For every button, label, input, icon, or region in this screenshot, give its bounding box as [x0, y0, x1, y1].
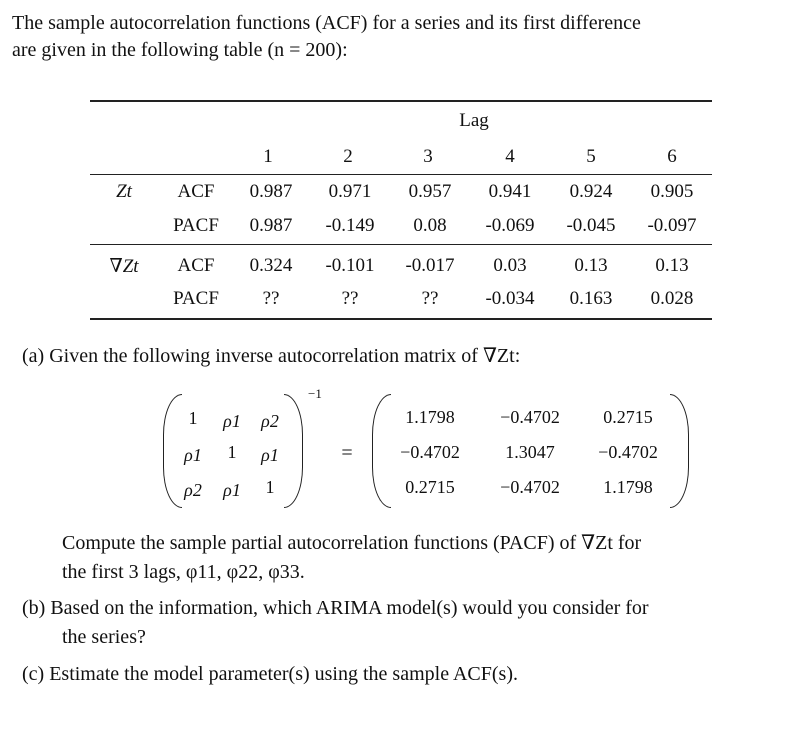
rhs-entry: −0.4702	[500, 477, 560, 497]
part-b-line-2: the series?	[62, 626, 146, 648]
part-c-line-1: (c) Estimate the model parameter(s) using the sample ACF(s).	[22, 663, 518, 685]
table-cell: 0.03	[493, 255, 527, 276]
table-cell: -0.097	[647, 215, 697, 236]
row-label-acf: ACF	[177, 181, 215, 202]
table-cell: 0.941	[488, 181, 532, 202]
row-label-pacf: PACF	[173, 215, 219, 236]
table-cell: 0.905	[650, 181, 694, 202]
lag-5: 5	[586, 146, 596, 167]
part-a-compute-line-2: the first 3 lags, φ11, φ22, φ33.	[62, 561, 305, 583]
right-paren	[284, 394, 303, 508]
table-cell: 0.987	[249, 215, 293, 236]
part-a-compute-line-1: Compute the sample partial autocorrelation functions (PACF) of ∇Zt for	[62, 532, 642, 554]
left-paren	[372, 394, 391, 508]
table-cell: 0.971	[328, 181, 372, 202]
lag-header: Lag	[459, 110, 489, 131]
series-zt: Zt	[116, 181, 132, 202]
lhs-entry: ρ2	[261, 411, 279, 431]
lhs-entry: ρ1	[223, 480, 241, 500]
intro-line-2: are given in the following table (n = 200):	[12, 39, 348, 61]
rhs-entry: 1.1798	[603, 477, 653, 497]
table-cell: 0.163	[569, 288, 613, 309]
lhs-entry: ρ1	[223, 411, 241, 431]
header-rule	[90, 174, 712, 175]
group-rule	[90, 244, 712, 245]
lag-4: 4	[505, 146, 515, 167]
series-diff-zt: ∇Zt	[109, 256, 139, 277]
row-label-pacf: PACF	[173, 288, 219, 309]
table-cell: ??	[262, 288, 280, 309]
table-cell: -0.017	[405, 255, 455, 276]
lhs-entry: 1	[227, 442, 237, 462]
rhs-entry: 0.2715	[603, 407, 653, 427]
table-top-rule	[90, 100, 712, 102]
lag-3: 3	[423, 146, 433, 167]
rhs-entry: 1.1798	[405, 407, 455, 427]
rhs-entry: 0.2715	[405, 477, 455, 497]
lag-6: 6	[667, 146, 677, 167]
table-cell: -0.069	[485, 215, 535, 236]
table-cell: ??	[341, 288, 359, 309]
table-cell: 0.957	[408, 181, 452, 202]
rhs-entry: −0.4702	[400, 442, 460, 462]
inverse-exponent: −1	[308, 386, 322, 401]
table-cell: ??	[421, 288, 439, 309]
table-cell: 0.987	[249, 181, 293, 202]
lhs-entry: 1	[188, 408, 198, 428]
table-cell: -0.034	[485, 288, 535, 309]
equals-sign: =	[341, 442, 353, 464]
lhs-entry: 1	[265, 477, 275, 497]
table-cell: 0.13	[574, 255, 608, 276]
table-cell: 0.324	[249, 255, 293, 276]
table-cell: 0.924	[569, 181, 613, 202]
intro-line-1: The sample autocorrelation functions (ACF) for a series and its first difference	[12, 12, 641, 34]
table-cell: -0.149	[325, 215, 375, 236]
lag-1: 1	[263, 146, 273, 167]
rhs-entry: −0.4702	[598, 442, 658, 462]
right-paren	[670, 394, 689, 508]
left-paren	[163, 394, 182, 508]
lhs-entry: ρ1	[261, 445, 279, 465]
table-cell: 0.13	[655, 255, 689, 276]
row-label-acf: ACF	[177, 255, 215, 276]
part-b-line-1: (b) Based on the information, which ARIMA model(s) would you consider for	[22, 597, 649, 619]
table-cell: 0.028	[650, 288, 694, 309]
table-cell: 0.08	[413, 215, 447, 236]
part-a-prompt: (a) Given the following inverse autocorrelation matrix of ∇Zt:	[22, 345, 521, 367]
lhs-entry: ρ2	[184, 480, 202, 500]
rhs-entry: 1.3047	[505, 442, 555, 462]
rhs-entry: −0.4702	[500, 407, 560, 427]
lhs-entry: ρ1	[184, 445, 202, 465]
table-cell: -0.045	[566, 215, 616, 236]
table-bottom-rule	[90, 318, 712, 320]
intro-paragraph	[12, 10, 641, 64]
table-cell: -0.101	[325, 255, 375, 276]
lag-2: 2	[343, 146, 353, 167]
